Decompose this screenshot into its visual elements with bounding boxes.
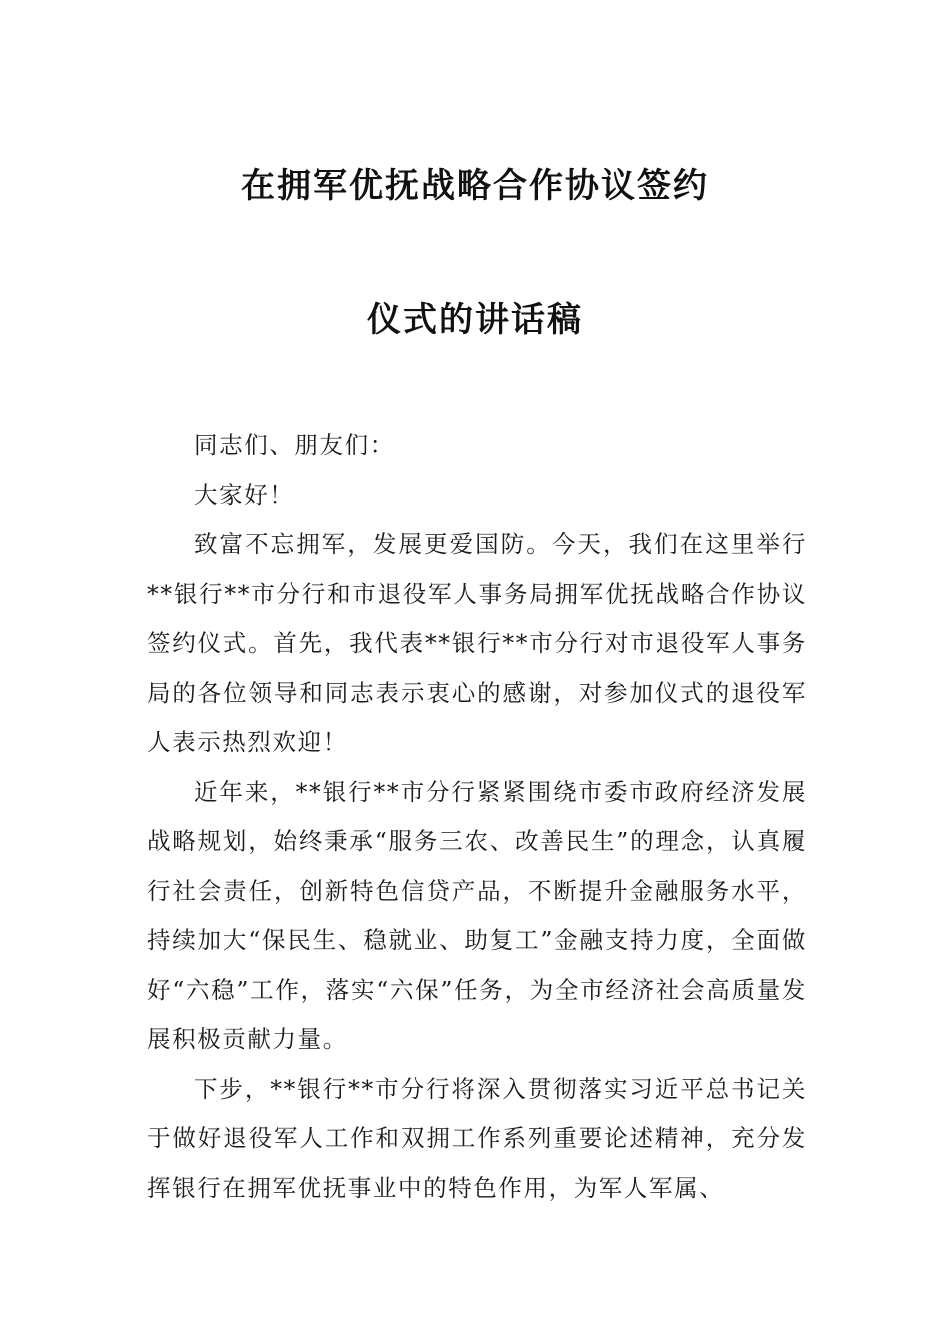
body-paragraph: 下步，**银行**市分行将深入贯彻落实习近平总书记关于做好退役军人工作和双拥工作系列重要论述精神，充分发挥银行在拥军优抚事业中的特色作用，为军人军属、 bbox=[147, 1074, 807, 1202]
body-paragraph: 近年来，**银行**市分行紧紧围绕市委市政府经济发展战略规划，始终秉承“服务三农、改善民生”的理念，认真履行社会责任，创新特色信贷产品，不断提升金融服务水平，持续加大“保民生、稳就业、助复工”金融支持力度，全面做好“六稳”工作，落实“六保”任务，为全市经济社会高质量发展积极贡献力量。 bbox=[147, 777, 807, 1053]
body-paragraph: 致富不忘拥军，发展更爱国防。今天，我们在这里举行**银行**市分行和市退役军人事务局拥军优抚战略合作协议签约仪式。首先，我代表**银行**市分行对市退役军人事务局的各位领导和同志表示衷心的感谢，对参加仪式的退役军人表示热烈欢迎！ bbox=[147, 530, 807, 756]
document-title-line-1: 在拥军优抚战略合作协议签约 bbox=[241, 166, 709, 206]
greeting: 大家好！ bbox=[194, 480, 295, 509]
document-title-line-2: 仪式的讲话稿 bbox=[367, 300, 583, 340]
document-body bbox=[147, 421, 807, 1213]
salutation: 同志们、朋友们： bbox=[194, 431, 395, 459]
